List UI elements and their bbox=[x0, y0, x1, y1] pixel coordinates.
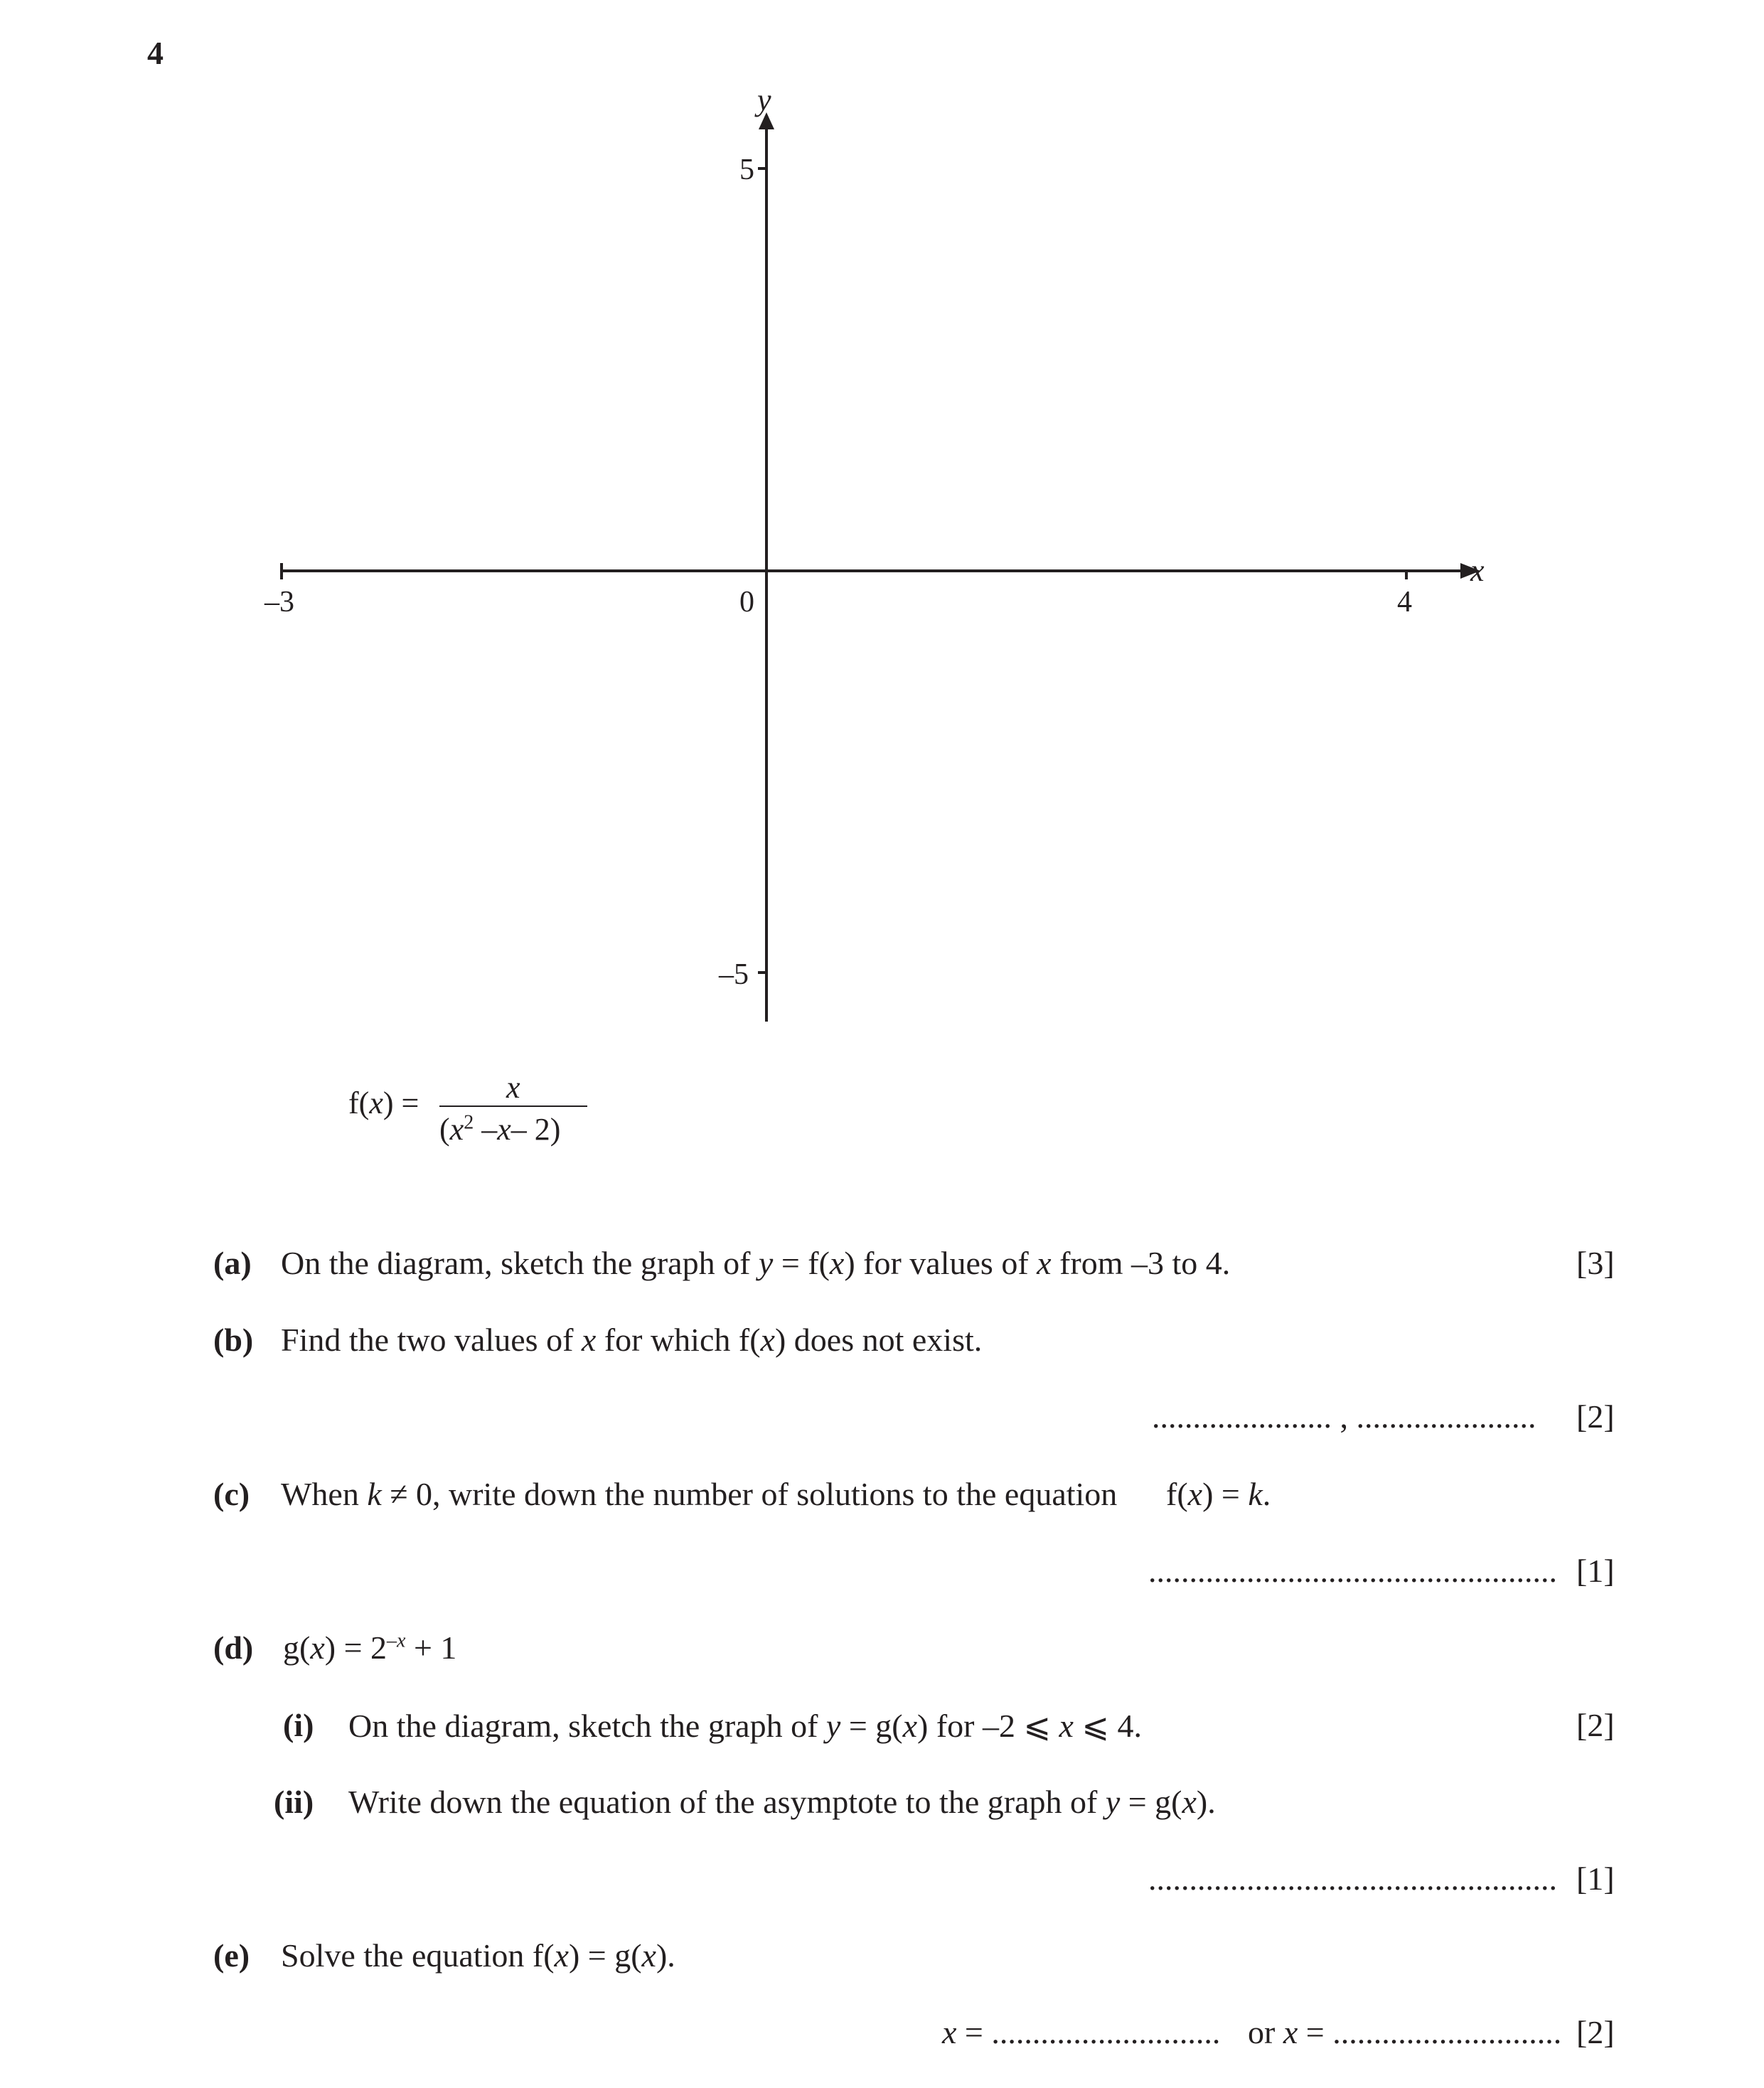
function-g-definition: $g(x) = 2^{-x} + 1$ bbox=[283, 1629, 457, 1666]
x-tick-label-right: 4 bbox=[1397, 586, 1412, 619]
y-tick-label-bottom: –5 bbox=[719, 958, 749, 991]
part-d-i-label: (i) bbox=[283, 1707, 314, 1743]
part-b-text: Find the two values of x for which f(x) does not exist. bbox=[281, 1322, 983, 1358]
part-a-text: On the diagram, sketch the graph of y = f(x) for values of x from –3 to 4. bbox=[281, 1245, 1231, 1281]
function-f-denominator: ($x^2$ –x– 2) bbox=[439, 1111, 561, 1147]
function-f-numerator: x bbox=[506, 1070, 520, 1105]
y-tick-label-top: 5 bbox=[739, 154, 754, 186]
part-c-label: (c) bbox=[213, 1476, 250, 1512]
part-e-answer-1[interactable]: x = ............................ bbox=[942, 2014, 1221, 2050]
fraction-bar bbox=[439, 1105, 587, 1107]
part-d-i-marks: [2] bbox=[1576, 1707, 1615, 1743]
origin-label: 0 bbox=[739, 586, 754, 619]
question-number: 4 bbox=[147, 35, 164, 71]
part-b-label: (b) bbox=[213, 1322, 254, 1358]
part-e-marks: [2] bbox=[1576, 2014, 1615, 2050]
part-d-label: (d) bbox=[213, 1629, 254, 1666]
y-axis-label: y bbox=[757, 82, 771, 117]
function-f-lhs: f(x) = bbox=[348, 1086, 419, 1120]
part-b-answer-line[interactable]: ...................... , ...................... bbox=[1152, 1398, 1536, 1435]
part-d-i-text: On the diagram, sketch the graph of y = g(x) for –2 ⩽ x ⩽ 4. bbox=[348, 1708, 1142, 1744]
x-tick-label-left: –3 bbox=[264, 586, 294, 619]
part-b-marks: [2] bbox=[1576, 1398, 1615, 1435]
part-e-label: (e) bbox=[213, 1937, 250, 1974]
part-c-text: When k ≠ 0, write down the number of solutions to the equation bbox=[281, 1476, 1118, 1512]
part-d-ii-label: (ii) bbox=[274, 1784, 314, 1820]
part-c-equation: f(x) = k. bbox=[1166, 1476, 1271, 1512]
x-axis-label: x bbox=[1470, 553, 1485, 588]
part-c-answer-line[interactable]: .................................................. bbox=[1148, 1553, 1557, 1589]
part-a-label: (a) bbox=[213, 1245, 252, 1281]
part-e-text: Solve the equation f(x) = g(x). bbox=[281, 1937, 675, 1974]
part-c-marks: [1] bbox=[1576, 1553, 1615, 1589]
part-a-marks: [3] bbox=[1576, 1245, 1615, 1281]
part-d-ii-marks: [1] bbox=[1576, 1861, 1615, 1897]
part-d-ii-text: Write down the equation of the asymptote to the graph of y = g(x). bbox=[348, 1784, 1216, 1820]
part-e-answer-2[interactable]: or x = ............................ bbox=[1248, 2014, 1562, 2050]
part-d-ii-answer-line[interactable]: .................................................. bbox=[1148, 1861, 1557, 1897]
